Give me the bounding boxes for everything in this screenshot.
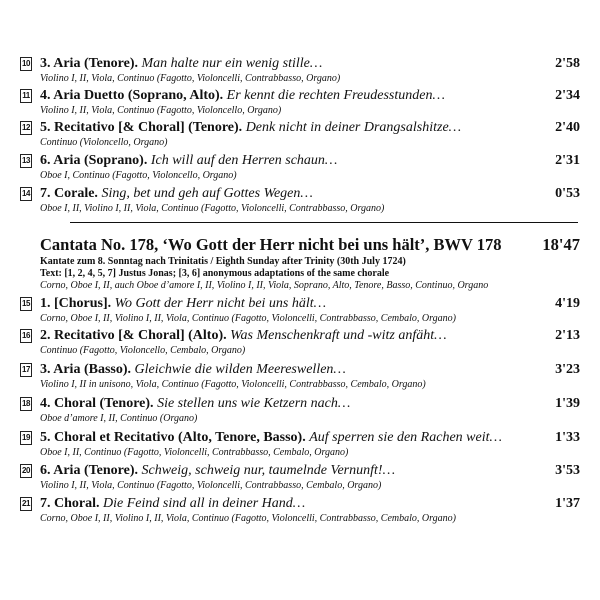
track-duration: 2'13 xyxy=(555,328,580,343)
track-number-box: 16 xyxy=(20,329,32,343)
track-label: 3. Aria (Tenore). xyxy=(40,56,138,71)
track-duration: 1'33 xyxy=(555,430,580,445)
track-duration: 2'31 xyxy=(555,153,580,168)
track-title xyxy=(40,120,520,136)
track-label: 7. Corale. xyxy=(40,186,98,201)
track-number-box: 15 xyxy=(20,297,32,311)
track-label: 1. [Chorus]. xyxy=(40,296,112,311)
track-duration: 1'39 xyxy=(555,396,580,411)
track-title xyxy=(40,463,520,479)
track-title xyxy=(40,328,520,344)
track-number-box: 21 xyxy=(20,497,32,511)
track-text: Gleichwie die wilden Meereswellen… xyxy=(134,362,346,377)
track-title xyxy=(40,396,520,412)
track-scoring: Oboe I, Continuo (Fagotto, Violoncello, Organo) xyxy=(40,170,237,181)
track-duration: 3'23 xyxy=(555,362,580,377)
track-text: Denk nicht in deiner Drangsalshitze… xyxy=(245,120,462,135)
track-duration: 1'37 xyxy=(555,496,580,511)
track-title xyxy=(40,153,520,169)
track-title xyxy=(40,496,520,512)
track-number-box: 17 xyxy=(20,363,32,377)
track-label: 2. Recitativo [& Choral] (Alto). xyxy=(40,328,227,343)
section-divider xyxy=(70,222,578,223)
track-number-box: 11 xyxy=(20,89,32,103)
track-title xyxy=(40,430,520,446)
track-duration: 4'19 xyxy=(555,296,580,311)
track-scoring: Violino I, II, Viola, Continuo (Fagotto, Violoncello, Organo) xyxy=(40,105,282,116)
track-label: 5. Recitativo [& Choral] (Tenore). xyxy=(40,120,243,135)
track-text: Die Feind sind all in deiner Hand… xyxy=(103,496,306,511)
track-label: 5. Choral et Recitativo (Alto, Tenore, Basso). xyxy=(40,430,306,445)
track-scoring: Corno, Oboe I, II, Violino I, II, Viola, Continuo (Fagotto, Violoncelli, Contrabbasso, Cembalo, Organo) xyxy=(40,513,456,524)
track-scoring: Violino I, II, Viola, Continuo (Fagotto, Violoncelli, Contrabbasso, Organo) xyxy=(40,73,341,84)
track-scoring: Oboe I, II, Violino I, II, Viola, Continuo (Fagotto, Violoncelli, Contrabbasso, Organo) xyxy=(40,203,385,214)
track-duration: 0'53 xyxy=(555,186,580,201)
track-title xyxy=(40,186,520,202)
track-duration: 2'58 xyxy=(555,56,580,71)
track-number-box: 10 xyxy=(20,57,32,71)
track-text: Schweig, schweig nur, taumelnde Vernunft!… xyxy=(141,463,396,478)
track-scoring: Corno, Oboe I, II, Violino I, II, Viola, Continuo (Fagotto, Violoncelli, Contrabbasso, Cembalo, Organo) xyxy=(40,313,456,324)
track-text: Ich will auf den Herren schaun… xyxy=(150,153,338,168)
track-label: 4. Aria Duetto (Soprano, Alto). xyxy=(40,88,224,103)
cantata-title: Cantata No. 178, ‘Wo Gott der Herr nicht bei uns hält’, BWV 178 xyxy=(40,235,502,254)
track-scoring: Violino I, II, Viola, Continuo (Fagotto, Violoncelli, Contrabbasso, Cembalo, Organo) xyxy=(40,480,382,491)
track-text: Man halte nur ein wenig stille… xyxy=(141,56,323,71)
track-duration: 3'53 xyxy=(555,463,580,478)
track-title xyxy=(40,88,520,104)
track-number-box: 13 xyxy=(20,154,32,168)
track-duration: 2'40 xyxy=(555,120,580,135)
track-label: 4. Choral (Tenore). xyxy=(40,396,154,411)
track-scoring: Continuo (Fagotto, Violoncello, Cembalo, Organo) xyxy=(40,345,246,356)
track-number-box: 12 xyxy=(20,121,32,135)
track-title xyxy=(40,56,520,72)
track-duration: 2'34 xyxy=(555,88,580,103)
track-text: Was Menschenkraft und -witz anfäht… xyxy=(230,328,447,343)
cantata-scoring: Corno, Oboe I, II, auch Oboe d’amore I, II, Violino I, II, Viola, Soprano, Alto, Tenore, Basso, Continuo, Organo xyxy=(40,280,489,291)
track-number-box: 18 xyxy=(20,397,32,411)
track-scoring: Violino I, II in unisono, Viola, Continuo (Fagotto, Violoncelli, Contrabbasso, Cembalo, Organo) xyxy=(40,379,426,390)
track-text: Er kennt die rechten Freudesstunden… xyxy=(226,88,445,103)
track-scoring: Oboe I, II, Continuo (Fagotto, Violoncelli, Contrabbasso, Cembalo, Organo) xyxy=(40,447,349,458)
track-label: 7. Choral. xyxy=(40,496,100,511)
track-label: 6. Aria (Tenore). xyxy=(40,463,138,478)
cantata-text-source: Text: [1, 2, 4, 5, 7] Justus Jonas; [3, 6] anonymous adaptations of the same chorale xyxy=(40,268,390,279)
track-number-box: 14 xyxy=(20,187,32,201)
track-text: Sing, bet und geh auf Gottes Wegen… xyxy=(101,186,313,201)
track-label: 6. Aria (Soprano). xyxy=(40,153,148,168)
track-scoring: Oboe d’amore I, II, Continuo (Organo) xyxy=(40,413,198,424)
track-text: Sie stellen uns wie Ketzern nach… xyxy=(157,396,351,411)
cantata-duration: 18'47 xyxy=(542,235,580,254)
track-scoring: Continuo (Violoncello, Organo) xyxy=(40,137,168,148)
track-title xyxy=(40,362,520,378)
track-title xyxy=(40,296,520,312)
track-label: 3. Aria (Basso). xyxy=(40,362,131,377)
cantata-occasion: Kantate zum 8. Sonntag nach Trinitatis / Eighth Sunday after Trinity (30th July 1724) xyxy=(40,256,406,267)
track-text: Auf sperren sie den Rachen weit… xyxy=(309,430,502,445)
track-number-box: 19 xyxy=(20,431,32,445)
track-text: Wo Gott der Herr nicht bei uns hält… xyxy=(114,296,327,311)
track-number-box: 20 xyxy=(20,464,32,478)
